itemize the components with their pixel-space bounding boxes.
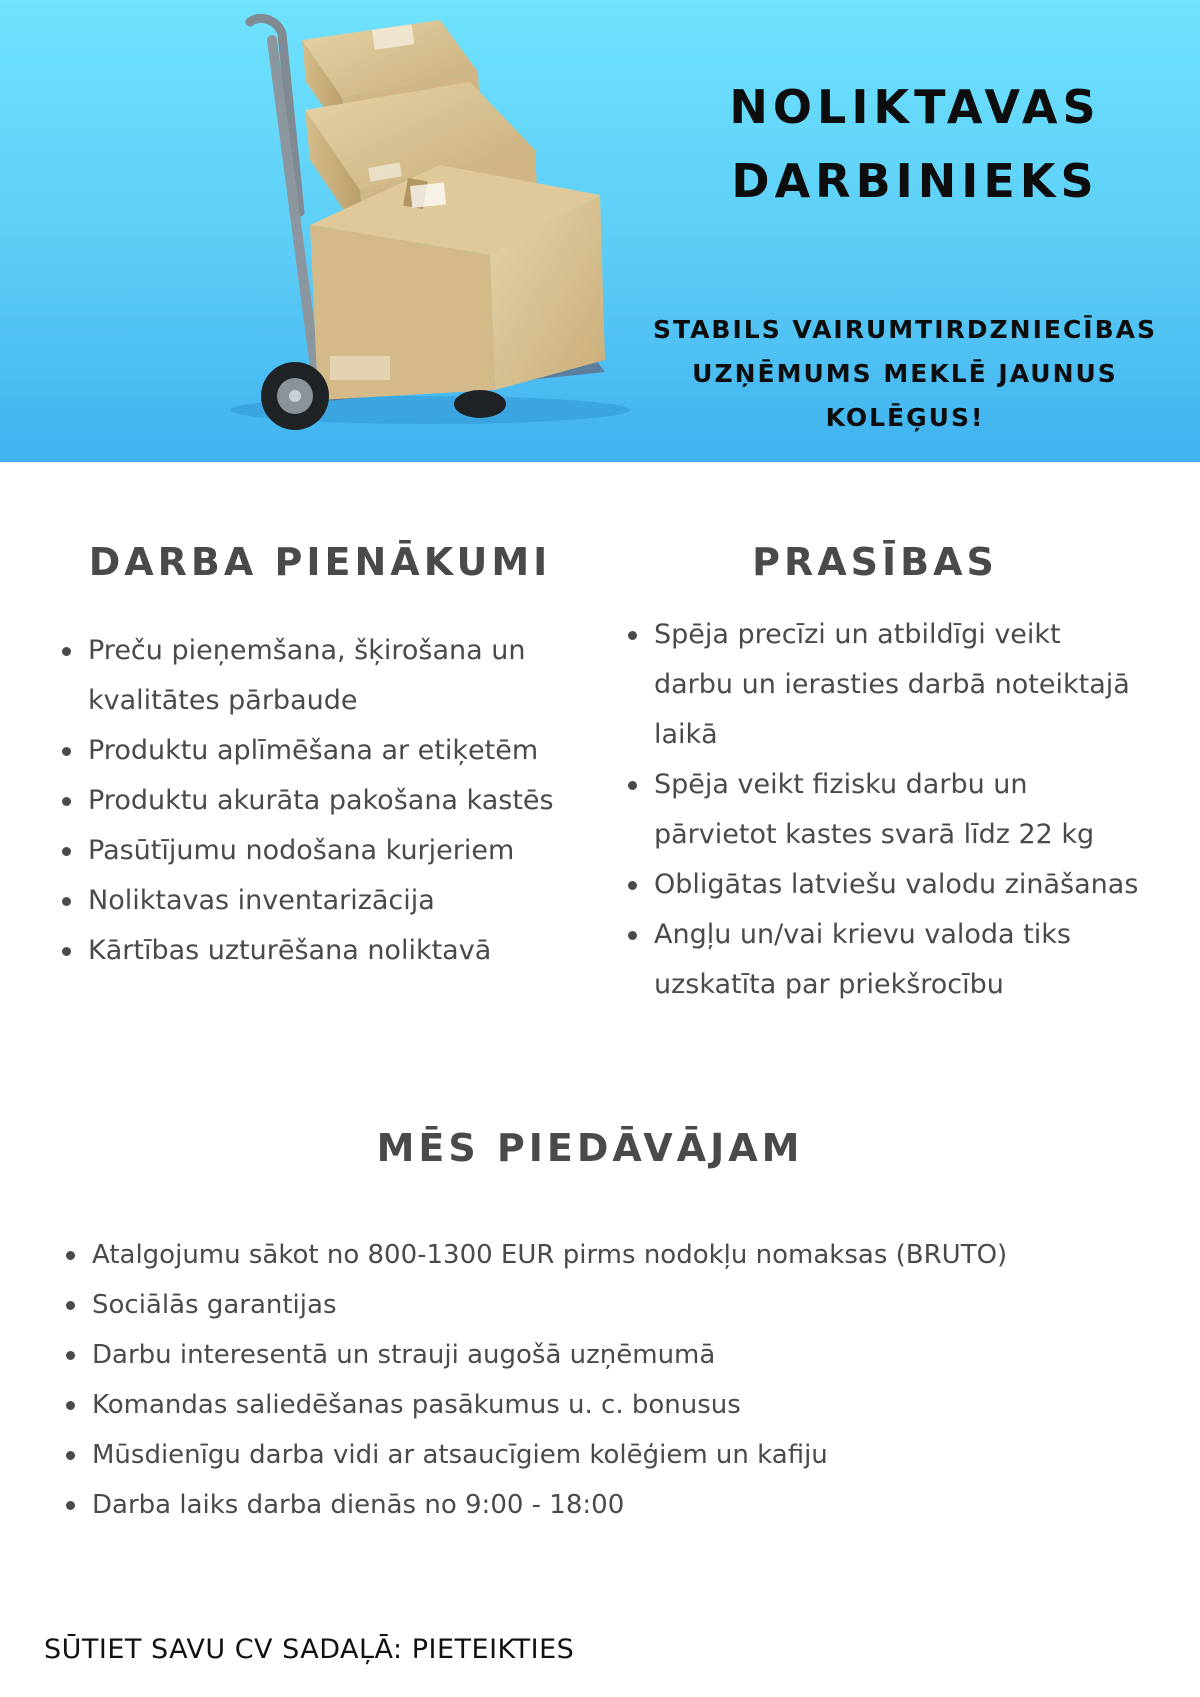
list-item: Produktu akurāta pakošana kastēs	[58, 776, 618, 826]
list-item: Komandas saliedēšanas pasākumus u. c. bonusus	[62, 1380, 1182, 1430]
apply-instruction: SŪTIET SAVU CV SADAĻĀ: PIETEIKTIES	[44, 1634, 575, 1665]
list-item: Produktu aplīmēšana ar etiķetēm	[58, 726, 618, 776]
list-item: Darba laiks darba dienās no 9:00 - 18:00	[62, 1480, 1182, 1530]
list-item: Pasūtījumu nodošana kurjeriem	[58, 826, 618, 876]
hero-subtitle	[630, 308, 1180, 440]
hero-subtitle-line-1: STABILS VAIRUMTIRDZNIECĪBAS	[652, 315, 1158, 344]
offer-list	[62, 1230, 1182, 1530]
list-item: Kārtības uzturēšana noliktavā	[58, 926, 618, 976]
offer-heading: MĒS PIEDĀVĀJAM	[376, 1126, 804, 1170]
job-title-line-2: DARBINIEKS	[731, 154, 1099, 208]
list-item: Darbu interesentā un strauji augošā uzņēmumā	[62, 1330, 1182, 1380]
requirements-list	[624, 610, 1144, 1010]
list-item: Spēja veikt fizisku darbu un pārvietot kastes svarā līdz 22 kg	[624, 760, 1144, 860]
job-title	[700, 70, 1130, 218]
list-item: Preču pieņemšana, šķirošana un kvalitātes pārbaude	[58, 626, 618, 726]
duties-heading: DARBA PIENĀKUMI	[88, 540, 552, 584]
list-item: Obligātas latviešu valodu zināšanas	[624, 860, 1144, 910]
list-item: Mūsdienīgu darba vidi ar atsaucīgiem kolēģiem un kafiju	[62, 1430, 1182, 1480]
list-item: Noliktavas inventarizācija	[58, 876, 618, 926]
hero-banner	[0, 0, 1200, 462]
hero-subtitle-line-2: UZŅĒMUMS MEKLĒ JAUNUS	[692, 359, 1118, 388]
list-item: Angļu un/vai krievu valoda tiks uzskatīta par priekšrocību	[624, 910, 1144, 1010]
duties-list	[58, 626, 618, 976]
job-title-line-1: NOLIKTAVAS	[729, 80, 1101, 134]
requirements-heading: PRASĪBAS	[752, 540, 998, 584]
hero-subtitle-line-3: KOLĒĢUS!	[825, 403, 985, 432]
list-item: Spēja precīzi un atbildīgi veikt darbu un ierasties darbā noteiktajā laikā	[624, 610, 1144, 760]
list-item: Sociālās garantijas	[62, 1280, 1182, 1330]
list-item: Atalgojumu sākot no 800-1300 EUR pirms nodokļu nomaksas (BRUTO)	[62, 1230, 1182, 1280]
